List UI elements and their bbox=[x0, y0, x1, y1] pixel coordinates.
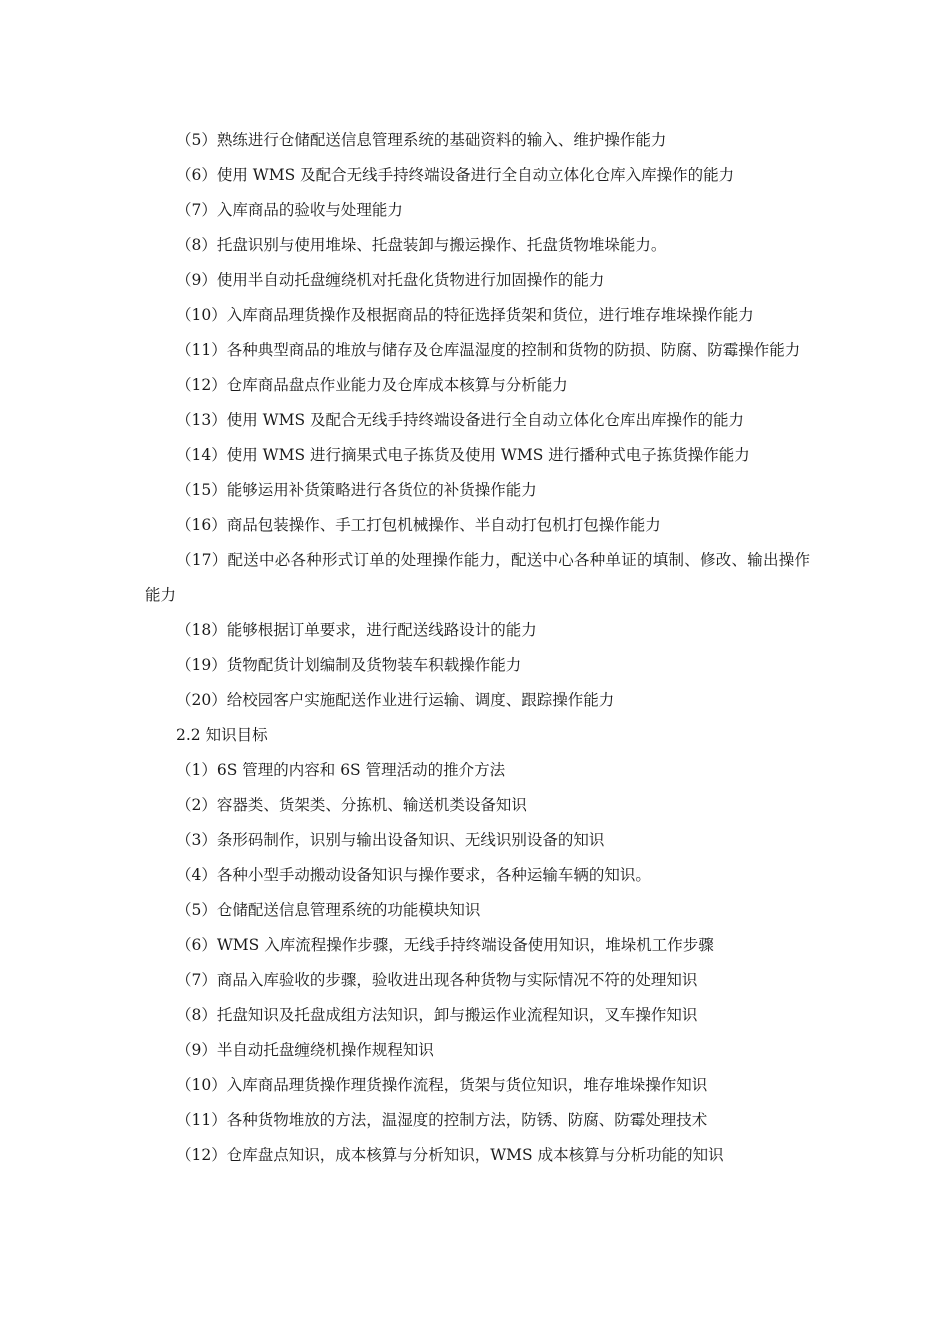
list-item: （7）商品入库验收的步骤，验收进出现各种货物与实际情况不符的处理知识 bbox=[176, 971, 698, 989]
list-item: （13）使用 WMS 及配合无线手持终端设备进行全自动立体化仓库出库操作的能力 bbox=[176, 411, 745, 429]
list-item: （20）给校园客户实施配送作业进行运输、调度、跟踪操作能力 bbox=[176, 691, 615, 709]
list-item: （17）配送中必各种形式订单的处理操作能力，配送中心各种单证的填制、修改、输出操作能力 bbox=[145, 551, 810, 604]
list-item: （6）WMS 入库流程操作步骤，无线手持终端设备使用知识，堆垛机工作步骤 bbox=[176, 936, 714, 954]
list-item: （16）商品包装操作、手工打包机械操作、半自动打包机打包操作能力 bbox=[176, 516, 661, 534]
list-item: （18）能够根据订单要求，进行配送线路设计的能力 bbox=[176, 621, 537, 639]
list-item: （12）仓库盘点知识，成本核算与分析知识，WMS 成本核算与分析功能的知识 bbox=[176, 1146, 724, 1164]
list-item: （1）6S 管理的内容和 6S 管理活动的推介方法 bbox=[176, 761, 506, 779]
document-body bbox=[145, 123, 810, 1173]
list-item: （10）入库商品理货操作及根据商品的特征选择货架和货位，进行堆存堆垛操作能力 bbox=[176, 306, 754, 324]
list-item: （10）入库商品理货操作理货操作流程，货架与货位知识，堆存堆垛操作知识 bbox=[176, 1076, 708, 1094]
list-item: （8）托盘识别与使用堆垛、托盘装卸与搬运操作、托盘货物堆垛能力。 bbox=[176, 236, 667, 254]
list-item: （9）使用半自动托盘缠绕机对托盘化货物进行加固操作的能力 bbox=[176, 271, 605, 289]
list-item: （7）入库商品的验收与处理能力 bbox=[176, 201, 403, 219]
list-item: （5）仓储配送信息管理系统的功能模块知识 bbox=[176, 901, 481, 919]
list-item: （8）托盘知识及托盘成组方法知识，卸与搬运作业流程知识，叉车操作知识 bbox=[176, 1006, 698, 1024]
list-item: （4）各种小型手动搬动设备知识与操作要求，各种运输车辆的知识。 bbox=[176, 866, 651, 884]
list-item: （9）半自动托盘缠绕机操作规程知识 bbox=[176, 1041, 434, 1059]
list-item: （5）熟练进行仓储配送信息管理系统的基础资料的输入、维护操作能力 bbox=[176, 131, 667, 149]
section-heading: 2.2 知识目标 bbox=[176, 726, 268, 744]
list-item: （14）使用 WMS 进行摘果式电子拣货及使用 WMS 进行播种式电子拣货操作能力 bbox=[176, 446, 750, 464]
list-item: （15）能够运用补货策略进行各货位的补货操作能力 bbox=[176, 481, 537, 499]
list-item: （12）仓库商品盘点作业能力及仓库成本核算与分析能力 bbox=[176, 376, 568, 394]
list-item: （19）货物配货计划编制及货物装车积载操作能力 bbox=[176, 656, 522, 674]
list-item: （11）各种货物堆放的方法，温湿度的控制方法，防锈、防腐、防霉处理技术 bbox=[176, 1111, 708, 1129]
list-item: （11）各种典型商品的堆放与储存及仓库温湿度的控制和货物的防损、防腐、防霉操作能力 bbox=[176, 341, 801, 359]
list-item: （3）条形码制作，识别与输出设备知识、无线识别设备的知识 bbox=[176, 831, 605, 849]
list-item: （6）使用 WMS 及配合无线手持终端设备进行全自动立体化仓库入库操作的能力 bbox=[176, 166, 735, 184]
list-item: （2）容器类、货架类、分拣机、输送机类设备知识 bbox=[176, 796, 527, 814]
